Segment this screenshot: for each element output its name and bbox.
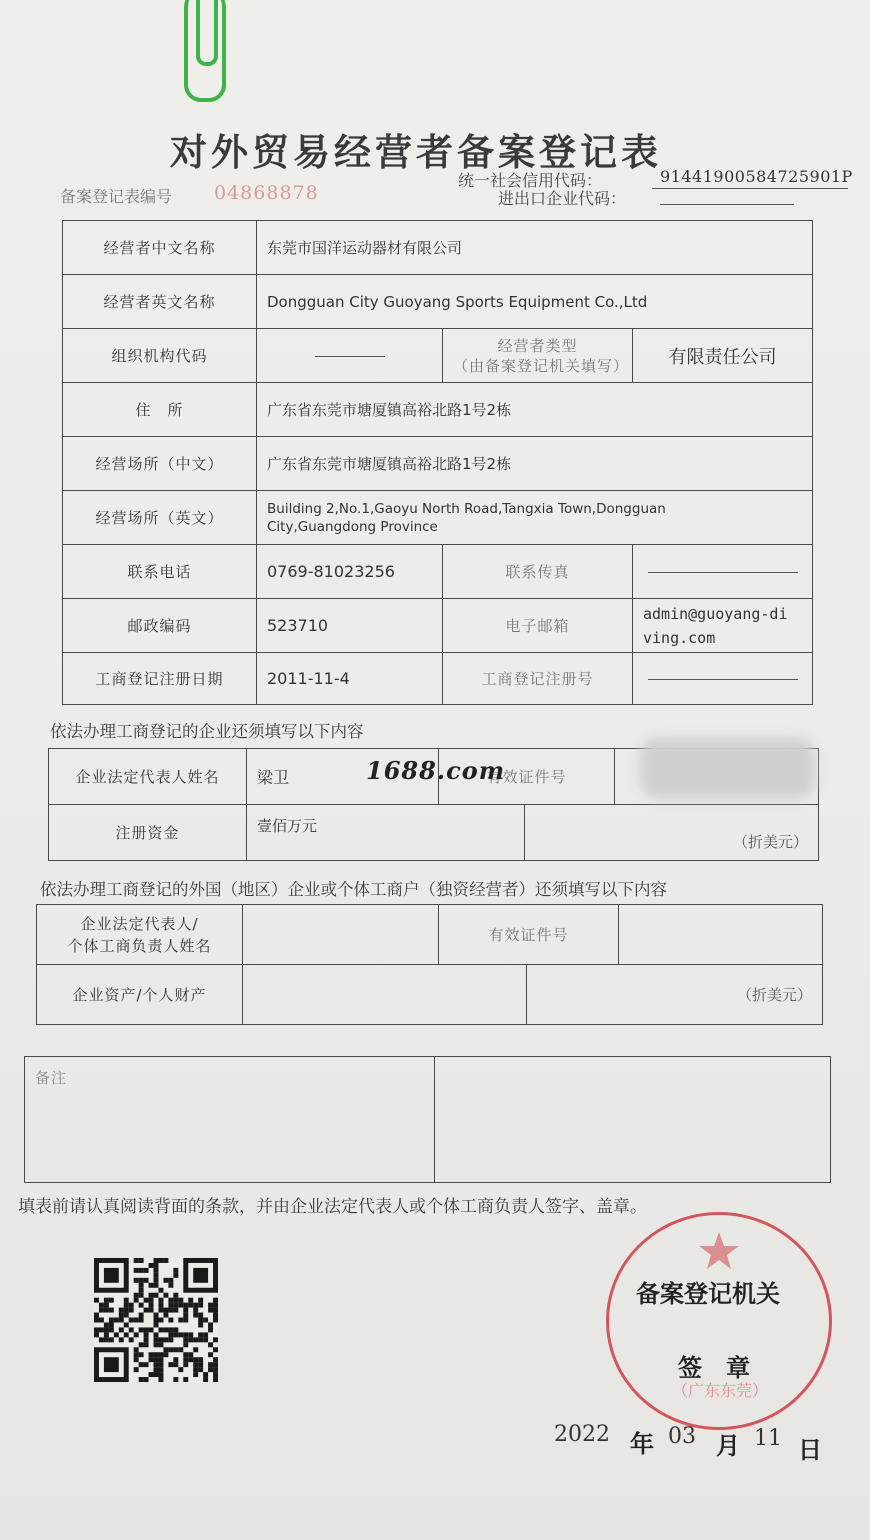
table-row (37, 965, 823, 1025)
domicile-value: 广东省东莞市塘厦镇高裕北路1号2栋 (257, 383, 813, 437)
section-1-heading: 依法办理工商登记的企业还须填写以下内容 (50, 722, 364, 741)
table-row (63, 491, 813, 545)
date-day-unit (798, 1430, 822, 1465)
field-label: 联系电话 (63, 545, 257, 599)
date-month: 03 (668, 1424, 696, 1449)
field-label: 组织机构代码 (63, 329, 257, 383)
table-row (49, 805, 819, 861)
day-unit: 日 (798, 1436, 822, 1464)
fax-label: 联系传真 (443, 545, 633, 599)
month-unit: 月 (716, 1432, 740, 1460)
legal-rep-label-line-1: 企业法定代表人/ (80, 914, 199, 933)
org-code-value (257, 329, 443, 383)
id-number-label: 有效证件号 (439, 749, 615, 805)
registered-capital-label: 注册资金 (49, 805, 247, 861)
assets-value (243, 965, 527, 1025)
foreign-enterprise-table (36, 904, 823, 1025)
email-line-2: ving.com (643, 628, 716, 647)
redacted-id-number (640, 738, 815, 798)
assets-label: 企业资产/个人财产 (37, 965, 243, 1025)
operator-type-value: 有限责任公司 (633, 329, 813, 383)
legal-rep-label-line-2: 个体工商负责人姓名 (67, 936, 212, 955)
table-row (63, 221, 813, 275)
footer-instruction: 填表前请认真阅读背面的条款，并由企业法定代表人或个体工商负责人签字、盖章。 (18, 1197, 647, 1217)
postal-code-value: 523710 (257, 599, 443, 653)
table-row (63, 653, 813, 705)
field-label: 邮政编码 (63, 599, 257, 653)
email-value (633, 599, 813, 653)
import-export-code-underline (660, 204, 794, 205)
remarks-label: 备注 (25, 1057, 435, 1183)
remarks-table (24, 1056, 831, 1183)
legal-rep-label: 企业法定代表人姓名 (49, 749, 247, 805)
registration-number-label: 工商登记注册号 (443, 653, 633, 705)
phone-value: 0769-81023256 (257, 545, 443, 599)
table-row (63, 383, 813, 437)
id-number-value (619, 905, 823, 965)
empty-line (315, 356, 385, 357)
email-line-1: admin@guoyang-di (643, 604, 788, 623)
address-line-1: Building 2,No.1,Gaoyu North Road,Tangxia Town,Dongguan (267, 500, 666, 517)
field-label: 工商登记注册日期 (63, 653, 257, 705)
registration-number-value (633, 653, 813, 705)
watermark: 1688.com (366, 756, 506, 785)
email-label: 电子邮箱 (443, 599, 633, 653)
serial-label: 备案登记表编号 (60, 187, 173, 206)
operator-type-label-note: （由备案登记机关填写） (453, 356, 630, 375)
table-row (63, 437, 813, 491)
empty-line (648, 679, 798, 680)
document-title: 对外贸易经营者备案登记表 (170, 131, 662, 174)
remarks-value (435, 1057, 831, 1183)
field-label: 经营者中文名称 (63, 221, 257, 275)
date-day: 11 (754, 1426, 782, 1451)
legal-rep-value: 梁卫 (247, 749, 439, 805)
credit-code-value: 91441900584725901P (660, 167, 853, 186)
table-row (37, 905, 823, 965)
import-export-code-label: 进出口企业代码： (498, 189, 627, 208)
paper-clip-inner (196, 0, 218, 66)
credit-code-label: 统一社会信用代码： (458, 171, 603, 190)
registration-table (62, 220, 813, 705)
seal-label: 签 章 (678, 1354, 750, 1382)
date-year-unit (630, 1424, 654, 1459)
table-row (63, 545, 813, 599)
registration-authority: 备案登记机关 (636, 1280, 780, 1308)
table-row (25, 1057, 831, 1183)
field-label: 经营场所（中文） (63, 437, 257, 491)
credit-code-underline (652, 188, 848, 189)
business-address-en (257, 491, 813, 545)
empty-line (648, 572, 798, 573)
serial-number: 04868878 (214, 182, 319, 204)
usd-note: （折美元） (527, 965, 823, 1025)
business-address-cn: 广东省东莞市塘厦镇高裕北路1号2栋 (257, 437, 813, 491)
operator-type-label-line: 经营者类型 (497, 336, 578, 355)
field-label: 住 所 (63, 383, 257, 437)
field-label: 经营者英文名称 (63, 275, 257, 329)
registration-date-value: 2011-11-4 (257, 653, 443, 705)
legal-rep-label (37, 905, 243, 965)
table-row (63, 275, 813, 329)
qr-code (94, 1258, 218, 1382)
operator-type-label (443, 329, 633, 383)
table-row (63, 329, 813, 383)
fax-value (633, 545, 813, 599)
usd-note: （折美元） (525, 805, 819, 861)
stamp-bottom-text: （广东东莞） (672, 1381, 769, 1400)
section-2-heading: 依法办理工商登记的外国（地区）企业或个体工商户（独资经营者）还须填写以下内容 (40, 880, 667, 899)
company-name-cn: 东莞市国洋运动器材有限公司 (257, 221, 813, 275)
table-row (63, 599, 813, 653)
year-unit: 年 (630, 1430, 654, 1458)
date-year: 2022 (554, 1422, 610, 1447)
field-label: 经营场所（英文） (63, 491, 257, 545)
legal-rep-value (243, 905, 439, 965)
address-line-2: City,Guangdong Province (267, 518, 438, 535)
date-month-unit (716, 1426, 740, 1461)
id-number-label: 有效证件号 (439, 905, 619, 965)
company-name-en: Dongguan City Guoyang Sports Equipment Co.,Ltd (257, 275, 813, 329)
registered-capital-value: 壹佰万元 (247, 805, 525, 861)
